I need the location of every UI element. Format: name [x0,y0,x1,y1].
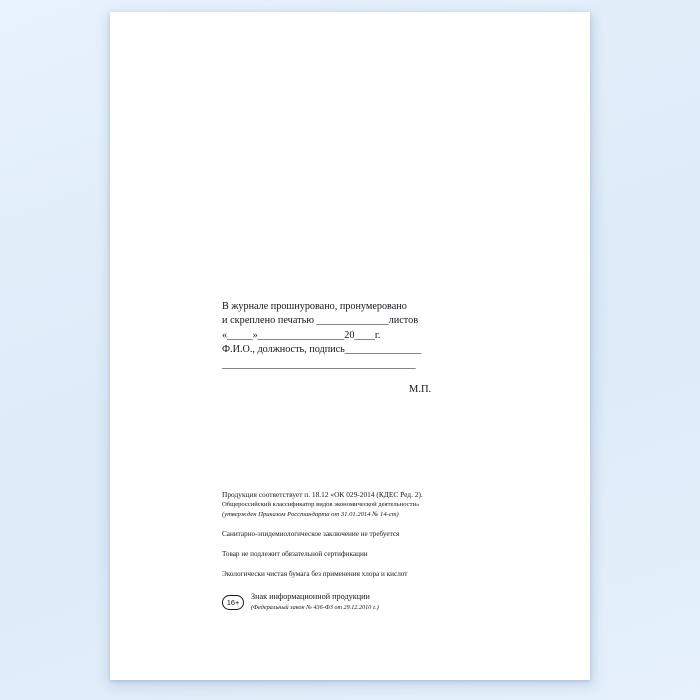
legal-notice-block [222,490,572,579]
legal-sanitary-line: Санитарно-эпидемиологическое заключение не требуется [222,530,400,539]
page-content [110,12,590,680]
binding-line-2: и скреплено печатью ______________листов [222,315,419,327]
binding-date-line: «_____»_________________20____г. [222,329,381,341]
binding-signature-line: Ф.И.О., должность, подпись_______________ [222,344,422,356]
age-mark-subtitle: (Федеральный закон № 436-ФЗ от 29.12.2010 г.) [251,604,379,611]
document-page [110,12,590,680]
binding-certification-block [222,300,552,372]
binding-underline: ______________________________________ [222,358,416,370]
age-mark-row [222,592,379,612]
legal-paper-line: Экологически чистая бумага без применения хлора и кислот [222,570,408,579]
binding-line-1: В журнале прошнуровано, пронумеровано [222,301,407,312]
age-mark-texts [251,592,379,612]
age-rating-icon: 16+ [222,595,244,610]
legal-product-line: Продукция соответствует п. 18.12 «ОК 029-2014 (КДЕС Ред. 2). [222,490,423,499]
legal-certification-line: Товар не подлежит обязательной сертификации [222,550,368,559]
legal-approval-line: (утвержден Приказом Росстандарта от 31.01.2014 № 14-ст) [222,510,399,518]
legal-classifier-line: Общероссийский классификатор видов экономической деятельности» [222,501,420,509]
age-mark-title: Знак информационной продукции [251,592,370,601]
stamp-place-label: М.П. [409,384,432,395]
